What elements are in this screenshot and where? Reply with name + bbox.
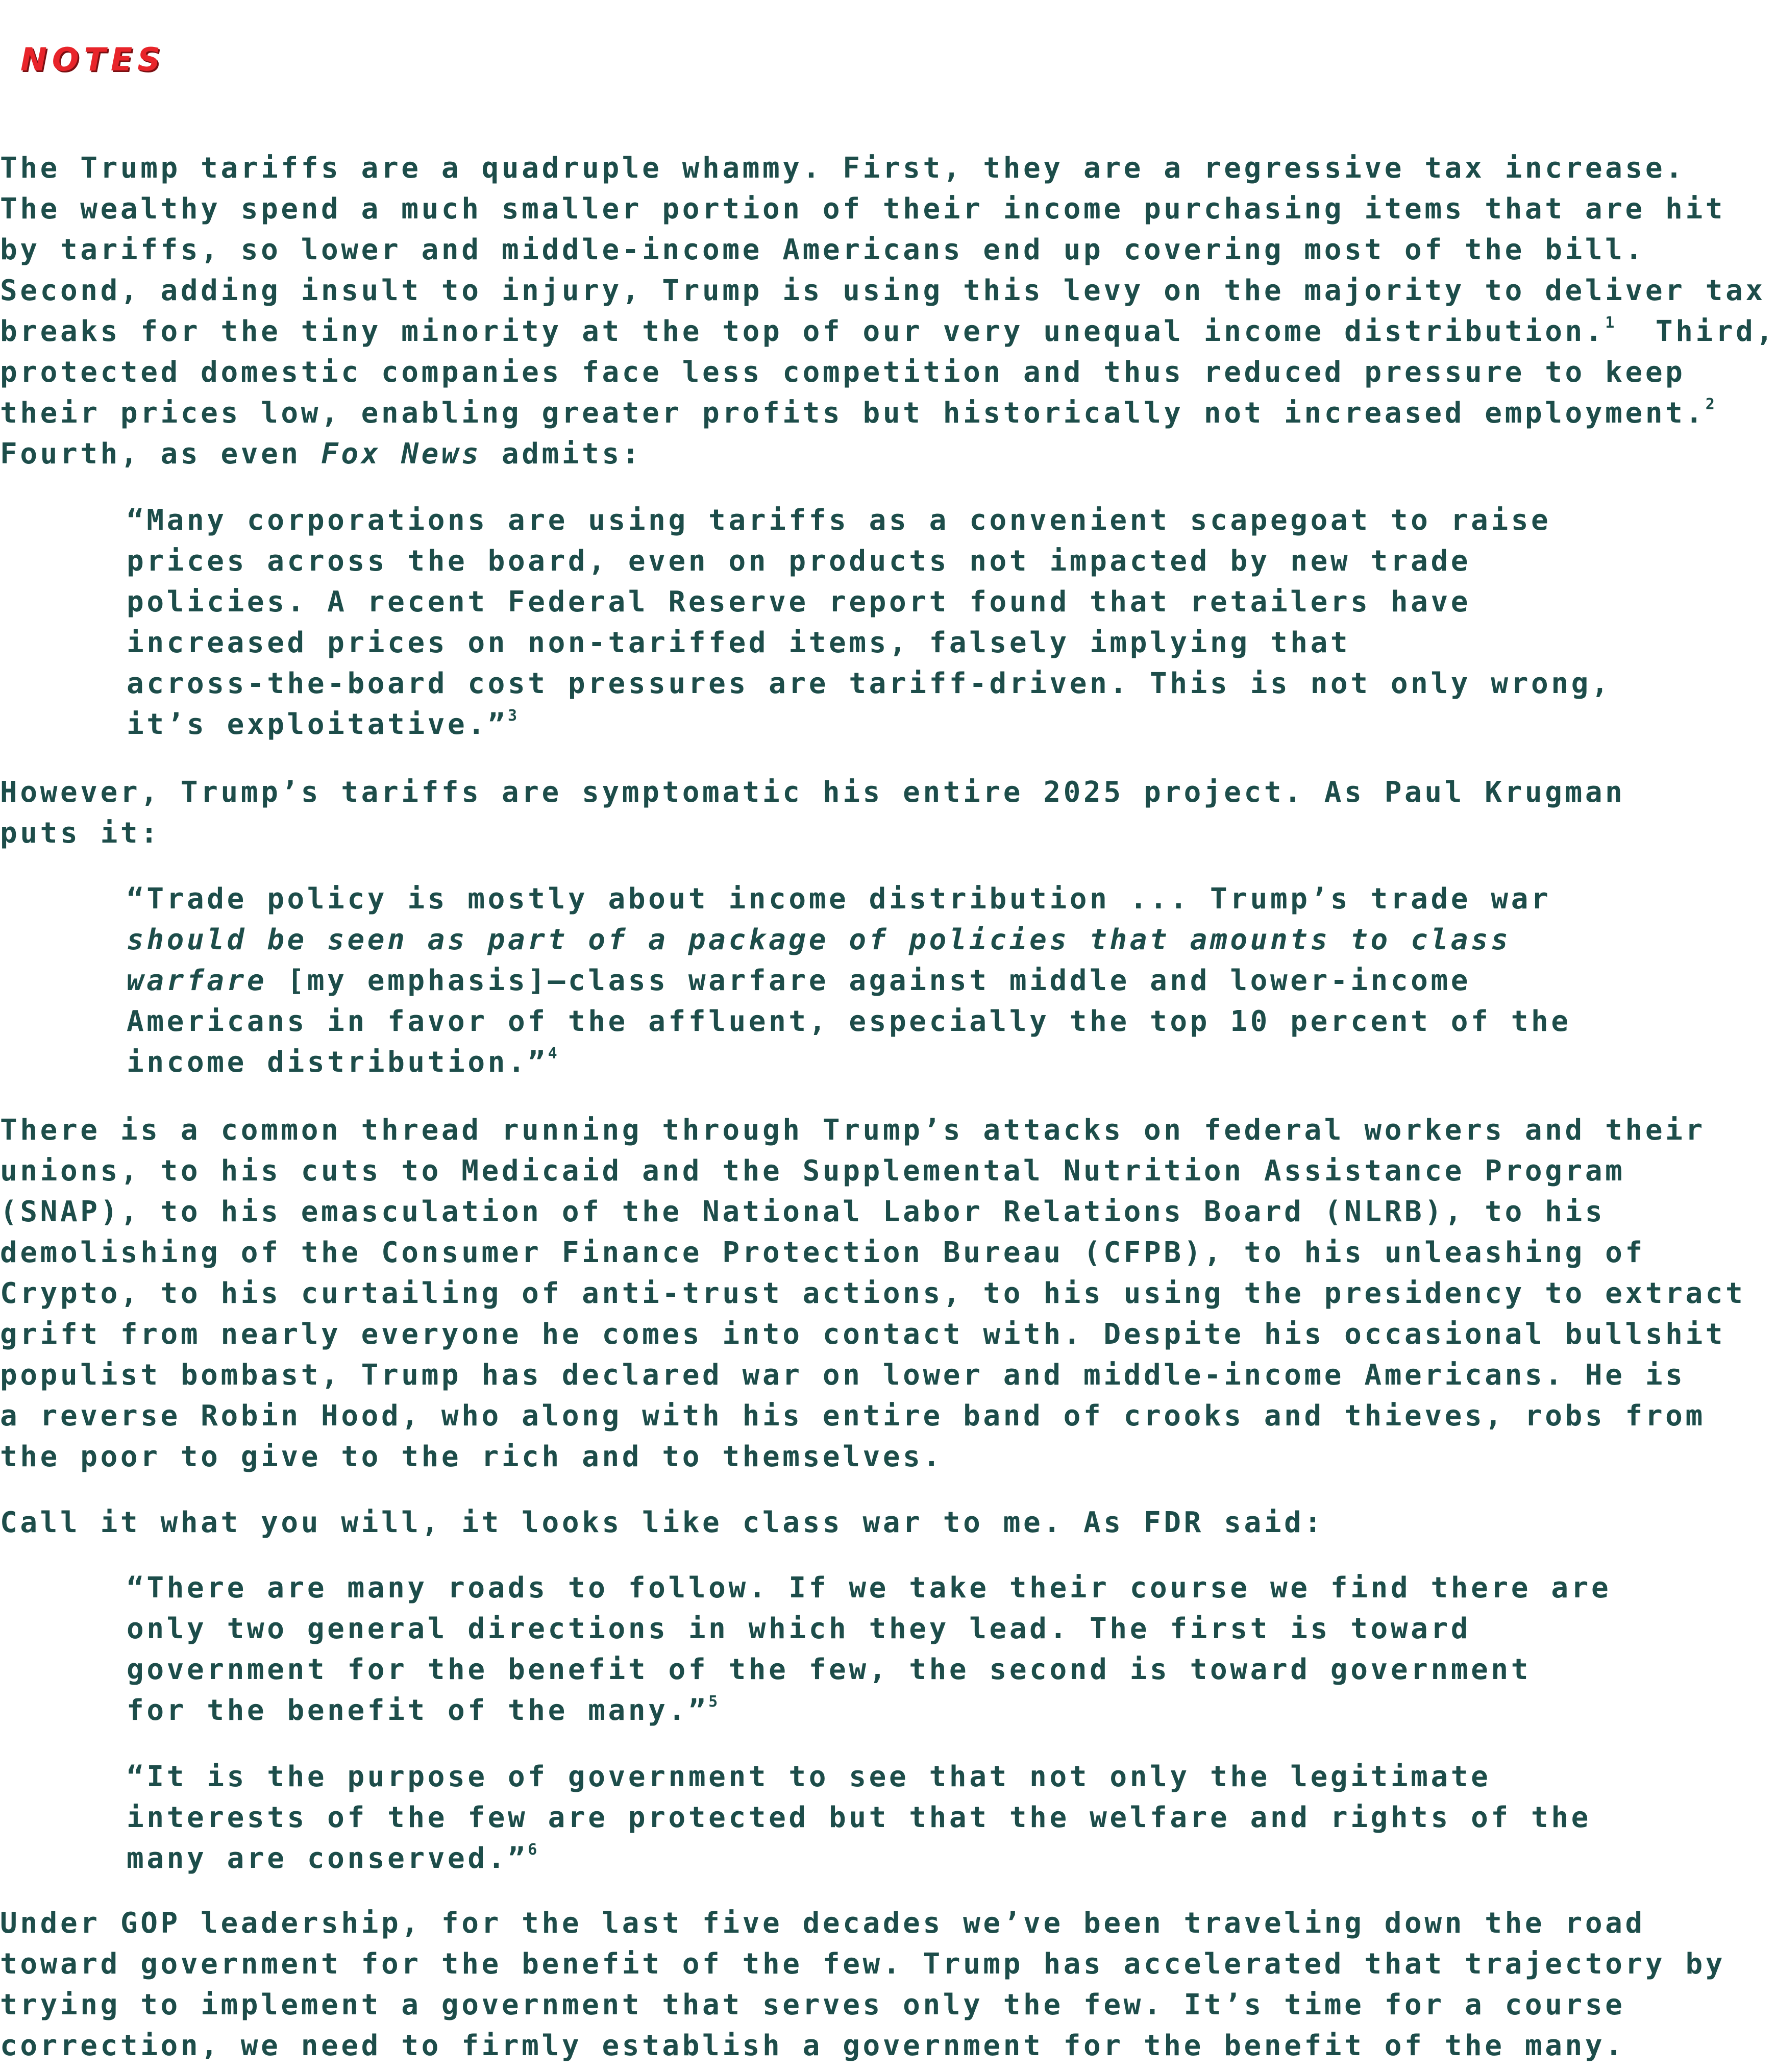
text-line: the poor to give to the rich and to themselves. (0, 1440, 943, 1473)
text-line: puts it: (0, 817, 161, 850)
text-line: populist bombast, Trump has declared war on lower and middle-income Americans. He is (0, 1359, 1686, 1392)
quote-line: prices across the board, even on products not impacted by new trade (127, 545, 1471, 578)
text-segment-emphasis: warfare (127, 964, 267, 997)
paragraph-tariffs-whammy (0, 148, 1776, 475)
quote-line: across-the-board cost pressures are tariff-driven. This is not only wrong, (127, 667, 1612, 700)
text-line: a reverse Robin Hood, who along with his entire band of crooks and thieves, robs from (0, 1399, 1706, 1433)
text-segment: Fourth, as even (0, 437, 322, 471)
quote-line: “It is the purpose of government to see that not only the legitimate (127, 1760, 1491, 1793)
text-line (0, 434, 1776, 475)
text-line: Call it what you will, it looks like class war to me. As FDR said: (0, 1506, 1324, 1539)
text-line (0, 311, 1776, 352)
quote-line: “There are many roads to follow. If we take their course we find there are (127, 1571, 1612, 1605)
text-segment: income distribution.” (127, 1046, 548, 1079)
text-line: However, Trump’s tariffs are symptomatic his entire 2025 project. As Paul Krugman (0, 776, 1625, 809)
blockquote-fox-news (127, 500, 1611, 745)
quote-line: “Many corporations are using tariffs as a convenient scapegoat to raise (127, 504, 1551, 537)
text-segment: their prices low, enabling greater profits but historically not increased employment. (0, 397, 1706, 430)
quote-line (127, 960, 1571, 1001)
quote-line-emphasis: should be seen as part of a package of policies that amounts to class (127, 923, 1511, 956)
quote-line (127, 704, 1611, 745)
quote-line: Americans in favor of the affluent, especially the top 10 percent of the (127, 1005, 1571, 1038)
paragraph-common-thread (0, 1110, 1745, 1477)
text-segment: many are conserved.” (127, 1842, 528, 1875)
text-line: protected domestic companies face less competition and thus reduced pressure to keep (0, 356, 1686, 389)
publication-name: Fox News (321, 437, 482, 471)
text-line: The wealthy spend a much smaller portion of their income purchasing items that are hit (0, 192, 1726, 226)
footnote-ref-3[interactable]: 3 (507, 707, 519, 725)
text-segment: breaks for the tiny minority at the top of our very unequal income distribution. (0, 315, 1606, 348)
text-line: Under GOP leadership, for the last five decades we’ve been traveling down the road (0, 1907, 1645, 1940)
text-line: grift from nearly everyone he comes into contact with. Despite his occasional bullshit (0, 1318, 1726, 1351)
text-line: demolishing of the Consumer Finance Protection Bureau (CFPB), to his unleashing of (0, 1236, 1645, 1269)
quote-line: “Trade policy is mostly about income distribution ... Trump’s trade war (127, 882, 1551, 916)
footnote-ref-2[interactable]: 2 (1705, 396, 1716, 413)
text-line: Second, adding insult to injury, Trump is using this levy on the majority to deliver tax (0, 274, 1766, 307)
quote-line: government for the benefit of the few, the second is toward government (127, 1653, 1532, 1686)
footnote-ref-1[interactable]: 1 (1605, 314, 1616, 332)
blockquote-fdr-purpose (127, 1757, 1591, 1879)
footnote-ref-4[interactable]: 4 (548, 1045, 558, 1063)
quote-line: policies. A recent Federal Reserve report found that retailers have (127, 585, 1471, 619)
text-line: by tariffs, so lower and middle-income Americans end up covering most of the bill. (0, 233, 1645, 266)
blockquote-krugman (127, 879, 1571, 1083)
text-line: Crypto, to his curtailing of anti-trust actions, to his using the presidency to extract (0, 1277, 1746, 1310)
text-segment: [my emphasis]—class warfare against middle and lower-income (267, 964, 1471, 997)
text-line: There is a common thread running through Trump’s attacks on federal workers and their (0, 1114, 1706, 1147)
blockquote-fdr-roads (127, 1568, 1611, 1731)
text-line (0, 393, 1776, 434)
quote-line: interests of the few are protected but that the welfare and rights of the (127, 1801, 1591, 1834)
footnote-ref-6[interactable]: 6 (528, 1841, 538, 1859)
text-line: correction, we need to firmly establish a government for the benefit of the many. (0, 2029, 1625, 2062)
text-segment: Third, (1615, 315, 1776, 348)
text-line: unions, to his cuts to Medicaid and the Supplemental Nutrition Assistance Program (0, 1154, 1625, 1188)
text-line: (SNAP), to his emasculation of the National Labor Relations Board (NLRB), to his (0, 1195, 1606, 1228)
text-line: The Trump tariffs are a quadruple whammy. First, they are a regressive tax increase. (0, 152, 1686, 185)
quote-line (127, 1838, 1591, 1879)
paragraph-course-correction (0, 1903, 1725, 2066)
text-segment: for the benefit of the many.” (127, 1694, 709, 1727)
quote-line: increased prices on non-tariffed items, falsely implying that (127, 626, 1351, 659)
text-segment: admits: (481, 437, 643, 471)
quote-line (127, 1690, 1611, 1731)
text-line: trying to implement a government that serves only the few. It’s time for a course (0, 1988, 1625, 2021)
paragraph-fdr-intro (0, 1502, 1324, 1543)
quote-line (127, 1042, 1571, 1083)
page-title: NOTES (20, 41, 165, 78)
quote-line: only two general directions in which they lead. The first is toward (127, 1612, 1471, 1645)
text-segment: it’s exploitative.” (127, 708, 508, 741)
footnote-ref-5[interactable]: 5 (708, 1693, 719, 1711)
text-line: toward government for the benefit of the few. Trump has accelerated that trajectory by (0, 1947, 1726, 1981)
paragraph-krugman-intro (0, 772, 1625, 854)
